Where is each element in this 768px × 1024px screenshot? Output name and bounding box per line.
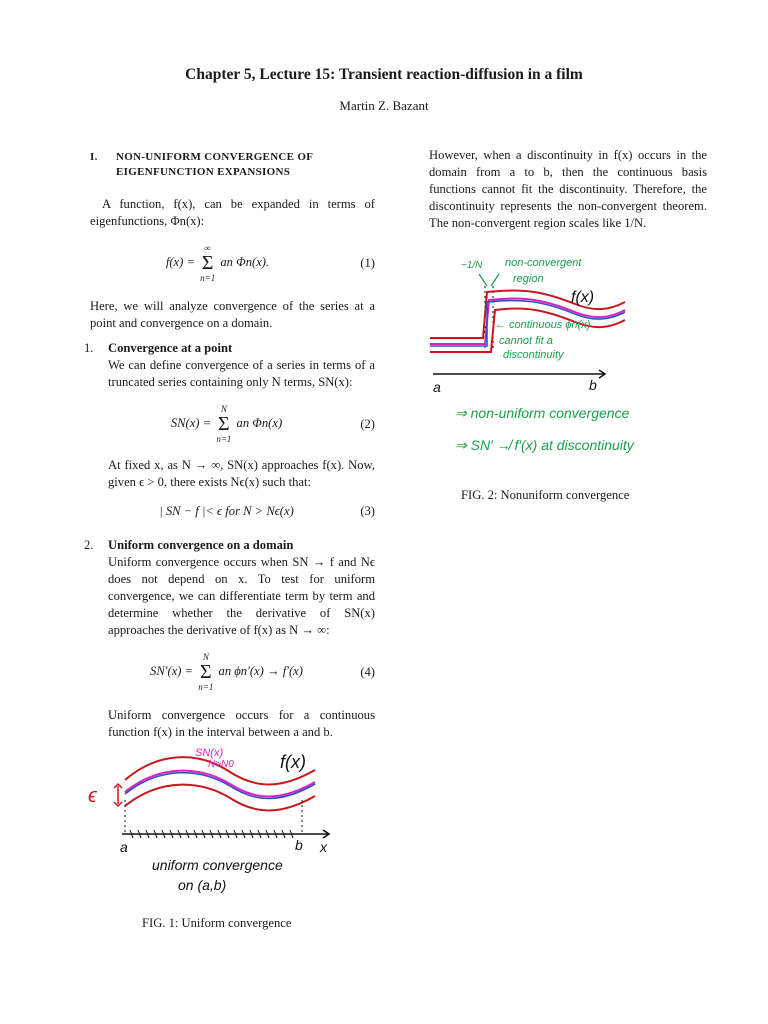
section-heading xyxy=(90,150,360,180)
eq1-sum-bottom: n=1 xyxy=(200,273,216,283)
fig2-note-cannot-line2: discontinuity xyxy=(503,349,564,361)
eq4-sum-bottom: n=1 xyxy=(198,682,214,692)
list-item-2-text2: Uniform convergence occurs for a continuous function f(x) in the interval between a and b. xyxy=(108,708,375,739)
figure-2-sketch xyxy=(425,252,725,467)
eq4-rhs: an ϕn′(x) → f′(x) xyxy=(218,663,303,678)
intro-paragraph: A function, f(x), can be expanded in terms of eigenfunctions, Φn(x): xyxy=(90,197,375,228)
list-item-1-text2: At fixed x, as N → ∞, SN(x) approaches f(x). Now, given ϵ > 0, there exists Nϵ(x) such that: xyxy=(108,458,375,489)
fig2-note-nonconv-line2: region xyxy=(513,273,544,285)
fig1-epsilon-arrow xyxy=(114,784,122,806)
sigma-symbol: Σ xyxy=(218,413,230,435)
section-heading-line2: EIGENFUNCTION EXPANSIONS xyxy=(116,166,291,178)
fig2-label-a: a xyxy=(433,379,441,395)
fig2-note-1n: ~1/N xyxy=(461,260,483,271)
fig2-implies-2: ⇒ SN′ ↛ f′(x) at discontinuity xyxy=(455,437,634,453)
eq4-sum-top: N xyxy=(202,652,209,662)
fig2-note-nonconv-line1: non-convergent xyxy=(505,257,582,269)
equation-3 xyxy=(108,499,375,523)
eq2-sum xyxy=(216,404,231,444)
section-number: I. xyxy=(90,151,98,163)
eq3-body: | SN − f |< ϵ for N > Nϵ(x) xyxy=(159,503,294,518)
fig1-label-n: N>N0 xyxy=(208,759,234,770)
eq1-lhs: f(x) = xyxy=(165,254,199,269)
fig2-implies-1: ⇒ non-uniform convergence xyxy=(455,405,630,421)
equation-1 xyxy=(90,238,375,288)
eq2-sum-bottom: n=1 xyxy=(216,434,232,444)
eq4-lhs: SN′(x) = xyxy=(150,663,197,678)
eq2-number: (2) xyxy=(360,416,375,431)
eq4-number: (4) xyxy=(360,664,375,679)
list-item-1 xyxy=(84,340,375,523)
sigma-symbol: Σ xyxy=(200,661,212,683)
eq2-sum-top: N xyxy=(220,404,227,414)
fig1-lower-band xyxy=(125,785,315,811)
eq1-sum xyxy=(200,243,215,283)
list-item-2-number: 2. xyxy=(84,538,94,552)
list-item-1-title: Convergence at a point xyxy=(108,341,233,355)
eq1-rhs: an Φn(x). xyxy=(220,254,270,269)
left-column xyxy=(84,196,375,741)
fig1-label-f: f(x) xyxy=(280,752,306,772)
fig1-note-line1: uniform convergence xyxy=(152,857,283,873)
fig2-note-cont: ← continuous ϕn(x) xyxy=(495,319,591,331)
list-item-1-number: 1. xyxy=(84,341,94,355)
figure-1-caption: FIG. 1: Uniform convergence xyxy=(142,916,292,930)
sigma-symbol: Σ xyxy=(201,252,214,274)
list-item-2-text: Uniform convergence occurs when SN → f and Nϵ does not depend on x. To test for uniform convergence, we can differentiate term by term and determine whether the derivative of SN(x) approaches the derivative of f(x) as N → ∞: xyxy=(108,555,375,637)
section-heading-line1: NON-UNIFORM CONVERGENCE OF xyxy=(116,151,314,163)
eq1-number: (1) xyxy=(360,255,375,270)
fig2-note-cannot-line1: cannot fit a xyxy=(499,335,553,347)
figure-1-sketch xyxy=(80,740,340,900)
fig1-label-a: a xyxy=(120,839,128,855)
eq4-sum xyxy=(198,652,213,692)
right-paragraph: However, when a discontinuity in f(x) occurs in the domain from a to b, then the continuous basis functions cannot fit the discontinuity. Therefore, the discontinuity represents the non-convergent theorem. The non-convergent region scales like 1/N. xyxy=(429,148,707,230)
equation-2 xyxy=(108,399,375,449)
author: Martin Z. Bazant xyxy=(339,98,429,113)
fig1-label-sn: SN(x) xyxy=(195,747,224,759)
fig1-label-eps: ϵ xyxy=(88,785,97,807)
page-title: Chapter 5, Lecture 15: Transient reaction-diffusion in a film xyxy=(185,66,583,83)
eq1-sum-top: ∞ xyxy=(204,243,211,253)
analysis-paragraph: Here, we will analyze convergence of the series at a point and convergence on a domain. xyxy=(90,299,375,330)
fig2-region-arrows xyxy=(479,274,499,286)
fig1-label-x: x xyxy=(320,839,327,855)
list-item-2 xyxy=(84,537,375,741)
fig2-label-f: f(x) xyxy=(571,289,595,306)
figure-2-caption: FIG. 2: Nonuniform convergence xyxy=(461,488,630,502)
eq3-number: (3) xyxy=(360,503,375,518)
fig1-label-b: b xyxy=(295,837,303,853)
right-column xyxy=(429,147,707,232)
eq2-lhs: SN(x) = xyxy=(170,415,215,430)
fig2-label-b: b xyxy=(589,377,597,393)
equation-4 xyxy=(108,647,375,697)
fig1-note-line2: on (a,b) xyxy=(178,877,227,893)
eq2-rhs: an Φn(x) xyxy=(236,415,283,430)
list-item-2-title: Uniform convergence on a domain xyxy=(108,538,294,552)
list-item-1-text: We can define convergence of a series in terms of a truncated series containing only N terms, SN(x): xyxy=(108,358,375,389)
